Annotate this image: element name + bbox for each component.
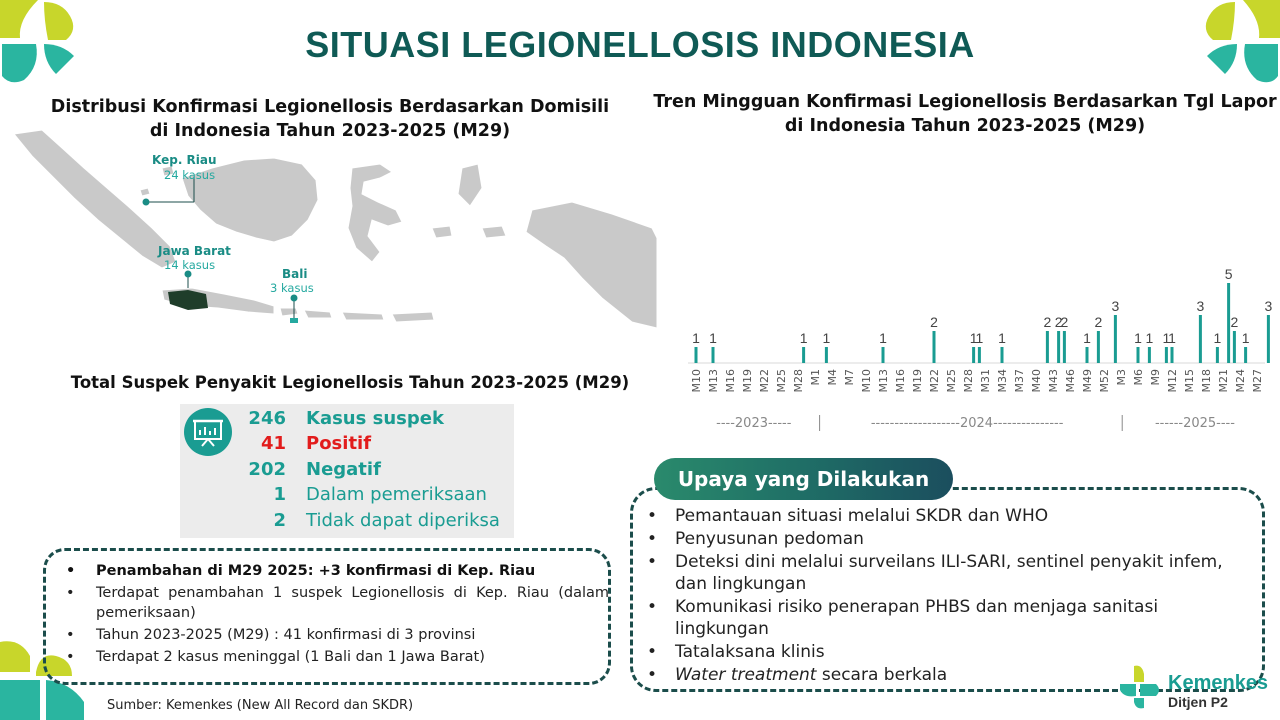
kemenkes-logo-icon — [1116, 662, 1166, 712]
x-tick-label: M34 — [996, 369, 1009, 393]
action-item: • Deteksi dini melalui surveilans ILI-SARI, sentinel penyakit infem, dan lingkungan — [645, 551, 1257, 595]
bar — [1165, 347, 1168, 363]
page-title: SITUASI LEGIONELLOSIS INDONESIA — [305, 24, 975, 65]
x-tick-label: M21 — [1217, 369, 1230, 393]
x-tick-label: M40 — [1030, 369, 1043, 393]
x-tick-label: M12 — [1166, 369, 1179, 393]
bar-value-label: 1 — [969, 330, 978, 346]
stat-label: Tidak dapat diperiksa — [306, 510, 500, 531]
x-tick-label: M16 — [724, 369, 737, 393]
bar-value-label: 3 — [1264, 298, 1273, 314]
stat-value: 202 — [248, 459, 286, 480]
note-item: • Penambahan di M29 2025: +3 konfirmasi di Kep. Riau — [64, 561, 609, 581]
bar — [1171, 347, 1174, 363]
action-item: • Penyusunan pedoman — [645, 528, 1257, 550]
stat-value: 246 — [248, 408, 286, 429]
bar — [1046, 331, 1049, 363]
action-item: • Komunikasi risiko penerapan PHBS dan menjaga sanitasi lingkungan — [645, 596, 1257, 640]
bar — [1097, 331, 1100, 363]
bar-value-label: 2 — [1094, 314, 1103, 330]
bar-value-label: 1 — [822, 330, 831, 346]
logo-subtitle: Ditjen P2 — [1168, 694, 1228, 710]
stat-value: 2 — [273, 510, 286, 531]
x-tick-label: M37 — [1013, 369, 1026, 393]
bar-value-label: 3 — [1111, 298, 1120, 314]
bar-value-label: 1 — [998, 330, 1006, 346]
x-tick-label: M49 — [1081, 369, 1094, 393]
stat-label: Negatif — [306, 459, 381, 480]
bar — [933, 331, 936, 363]
bar-value-label: 1 — [1145, 330, 1154, 346]
bar-value-label: 1 — [975, 330, 984, 346]
x-tick-label: M1 — [809, 369, 822, 386]
notes-box — [43, 548, 611, 685]
x-tick-label: M25 — [775, 369, 788, 393]
bar — [712, 347, 715, 363]
bar — [1199, 315, 1202, 363]
bar-value-label: 5 — [1224, 266, 1233, 282]
year-group-label: -------------------2024--------------- — [870, 416, 1064, 431]
x-tick-label: M31 — [979, 369, 992, 393]
bar-value-label: 2 — [930, 314, 938, 330]
x-tick-label: M16 — [894, 369, 907, 393]
bar-value-label: 1 — [1083, 330, 1091, 346]
x-tick-label: M18 — [1200, 369, 1213, 393]
callout-bali-count: 3 kasus — [270, 281, 314, 295]
note-item: • Terdapat penambahan 1 suspek Legionellosis di Kep. Riau (dalam pemeriksaan) — [64, 583, 609, 623]
bar-value-label: 2 — [1230, 314, 1239, 330]
bar-value-label: 1 — [799, 330, 808, 346]
bar — [1244, 347, 1247, 363]
bar — [1267, 315, 1270, 363]
bar — [825, 347, 828, 363]
trend-chart-title — [650, 90, 1280, 138]
indonesia-map — [12, 128, 657, 353]
action-item: • Pemantauan situasi melalui SKDR dan WHO — [645, 505, 1257, 527]
source-note: Sumber: Kemenkes (New All Record dan SKDR) — [107, 698, 414, 713]
x-tick-label: M7 — [843, 369, 856, 386]
bar-value-label: 1 — [1162, 330, 1171, 346]
x-tick-label: M27 — [1251, 369, 1264, 393]
trend-title-line2: di Indonesia Tahun 2023-2025 (M29) — [784, 116, 1146, 136]
action-item: • Tatalaksana klinis — [645, 641, 1257, 663]
action-item-emphasis: Water treatment — [675, 665, 817, 685]
stat-label: Kasus suspek — [306, 408, 444, 429]
bar — [1233, 331, 1236, 363]
bar — [1063, 331, 1066, 363]
bar-value-label: 1 — [1241, 330, 1250, 346]
x-tick-label: M28 — [792, 369, 805, 393]
x-tick-label: M10 — [690, 369, 703, 393]
indonesia-map-svg — [12, 128, 657, 353]
x-tick-label: M28 — [962, 369, 975, 393]
stat-row-negative — [180, 459, 514, 484]
x-tick-label: M24 — [1234, 369, 1247, 393]
weekly-trend-bar-chart — [680, 135, 1275, 435]
x-tick-label: M3 — [1115, 369, 1128, 386]
x-tick-label: M9 — [1149, 369, 1162, 386]
bar — [1086, 347, 1089, 363]
map-title-line1: Distribusi Konfirmasi Legionellosis Berdasarkan Domisili — [50, 97, 610, 117]
bar — [1216, 347, 1219, 363]
year-group-label: ----2023----- — [716, 416, 792, 431]
x-tick-label: M10 — [860, 369, 873, 393]
bar-value-label: 3 — [1196, 298, 1205, 314]
callout-jawa-barat-count: 14 kasus — [164, 258, 216, 272]
x-tick-label: M52 — [1098, 369, 1111, 393]
stat-label: Dalam pemeriksaan — [306, 484, 487, 505]
notes-list — [64, 561, 609, 669]
bar-value-label: 2 — [1043, 314, 1052, 330]
x-tick-label: M6 — [1132, 369, 1145, 386]
bar-value-label: 1 — [709, 330, 717, 346]
map-title-line2: di Indonesia Tahun 2023-2025 (M29) — [149, 121, 511, 141]
stat-value: 1 — [273, 484, 286, 505]
logo-name: Kemenkes — [1168, 672, 1269, 694]
x-tick-label: M22 — [758, 369, 771, 393]
actions-heading: Upaya yang Dilakukan — [654, 458, 953, 500]
x-tick-label: M46 — [1064, 369, 1077, 393]
x-tick-label: M15 — [1183, 369, 1196, 393]
bar — [1114, 315, 1117, 363]
bar-value-label: 1 — [1213, 330, 1222, 346]
callout-bali-name: Bali — [282, 267, 308, 281]
trend-title-line1: Tren Mingguan Konfirmasi Legionellosis Berdasarkan Tgl Lapor — [653, 92, 1277, 112]
x-tick-label: M25 — [945, 369, 958, 393]
note-item: • Terdapat 2 kasus meninggal (1 Bali dan 1 Jawa Barat) — [64, 647, 609, 667]
x-tick-label: M4 — [826, 369, 839, 386]
bar — [1001, 347, 1004, 363]
stat-row-pending — [180, 484, 514, 509]
x-tick-label: M13 — [877, 369, 890, 393]
callout-kep-riau-count: 24 kasus — [164, 168, 216, 182]
stat-value: 41 — [260, 433, 286, 454]
actions-list — [645, 505, 1257, 687]
stat-row-not-examinable — [180, 510, 514, 535]
callout-jawa-barat-name: Jawa Barat — [158, 244, 231, 258]
bar — [1137, 347, 1140, 363]
bar — [978, 347, 981, 363]
note-item: • Tahun 2023-2025 (M29) : 41 konfirmasi di 3 provinsi — [64, 625, 609, 645]
bar — [802, 347, 805, 363]
x-tick-label: M43 — [1047, 369, 1060, 393]
kemenkes-logo — [1116, 662, 1276, 718]
stat-row-suspect — [180, 408, 514, 433]
bar-value-label: 2 — [1054, 314, 1063, 330]
bar — [1148, 347, 1151, 363]
suspect-stats-panel — [180, 404, 514, 538]
suspect-total-title: Total Suspek Penyakit Legionellosis Tahun 2023-2025 (M29) — [70, 373, 630, 392]
action-item-rest: secara berkala — [816, 665, 948, 685]
x-tick-label: M19 — [741, 369, 754, 393]
bar — [695, 347, 698, 363]
stat-row-positive — [180, 433, 514, 458]
callout-kep-riau-name: Kep. Riau — [152, 153, 217, 167]
x-tick-label: M13 — [707, 369, 720, 393]
bar — [1057, 331, 1060, 363]
year-group-label: ------2025---- — [1154, 416, 1235, 431]
bar-value-label: 1 — [692, 330, 700, 346]
bar — [882, 347, 885, 363]
bar-value-label: 1 — [1168, 330, 1176, 346]
bar-value-label: 1 — [879, 330, 887, 346]
bali-highlight — [290, 318, 298, 323]
bar-value-label: 2 — [1060, 314, 1069, 330]
stat-label: Positif — [306, 433, 372, 454]
bar-value-label: 1 — [1134, 330, 1142, 346]
x-tick-label: M19 — [911, 369, 924, 393]
bar — [972, 347, 975, 363]
x-tick-label: M22 — [928, 369, 941, 393]
